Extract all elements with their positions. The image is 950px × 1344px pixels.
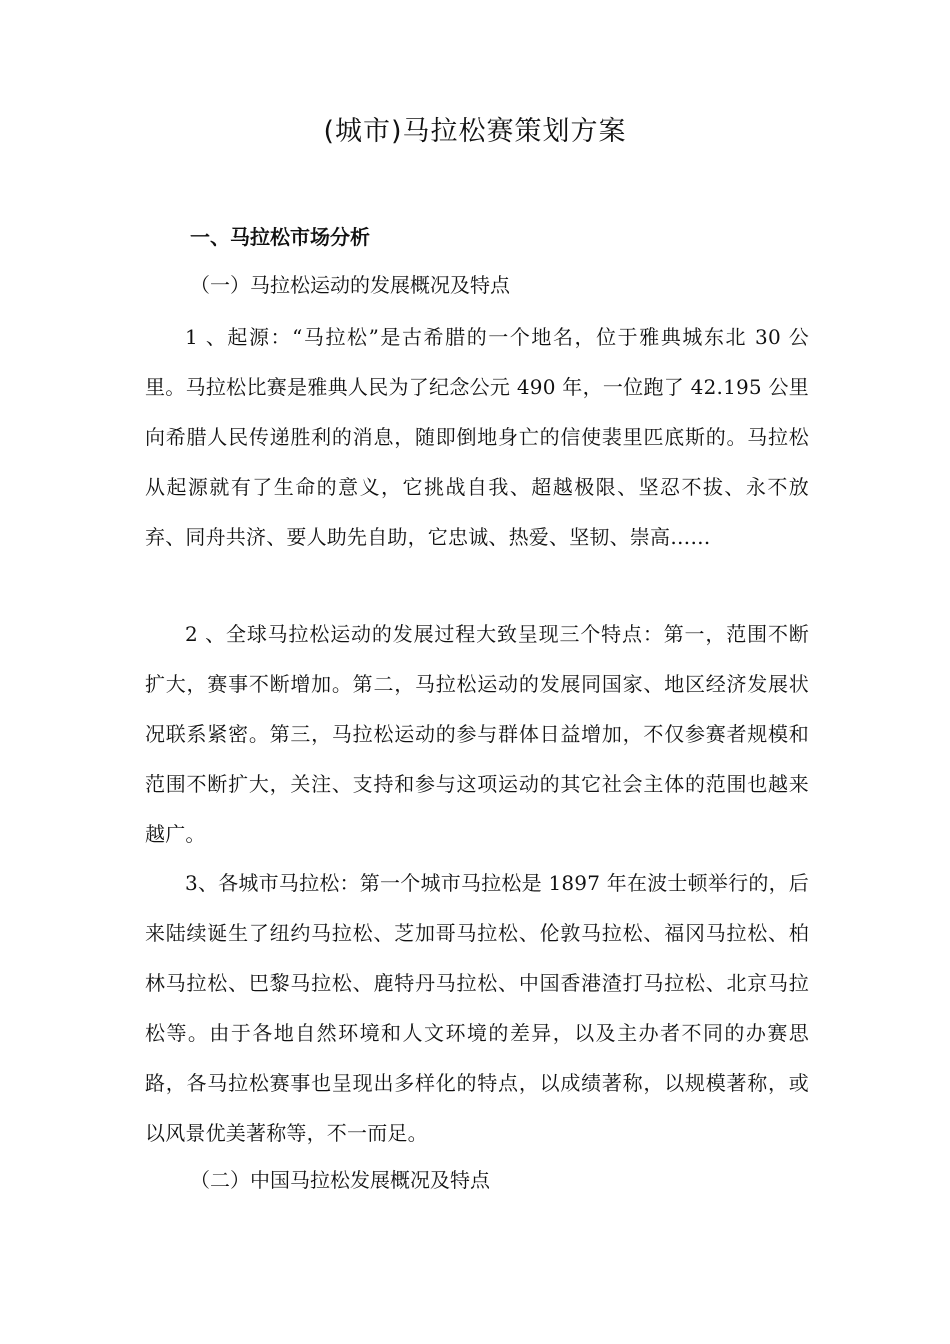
- paragraph-city-marathons-text: 3、各城市马拉松：第一个城市马拉松是 1897 年在波士顿举行的，后来陆续诞生了纽约马拉松、芝加哥马拉松、伦敦马拉松、福冈马拉松、柏林马拉松、巴黎马拉松、鹿特丹马拉松、中国香港渣打马拉松、北京马拉松等。由于各地自然环境和人文环境的差异，以及主办者不同的办赛思路，各马拉松赛事也呈现出多样化的特点，以成绩著称，以规模著称，或以风景优美著称等，不一而足。: [145, 871, 809, 1145]
- paragraph-city-marathons: [145, 858, 809, 1158]
- section-heading-market-analysis: 一、马拉松市场分析: [190, 225, 370, 249]
- paragraph-global-development: [145, 609, 809, 859]
- subsection-heading-development-overview: （一）马拉松运动的发展概况及特点: [190, 273, 510, 297]
- paragraph-global-development-text: 2 、全球马拉松运动的发展过程大致呈现三个特点：第一，范围不断扩大，赛事不断增加。第二，马拉松运动的发展同国家、地区经济发展状况联系紧密。第三，马拉松运动的参与群体日益增加，不仅参赛者规模和范围不断扩大，关注、支持和参与这项运动的其它社会主体的范围也越来越广。: [145, 622, 809, 846]
- subsection-heading-china-overview: （二）中国马拉松发展概况及特点: [190, 1168, 490, 1192]
- document-title: (城市)马拉松赛策划方案: [323, 116, 627, 147]
- paragraph-origin: [145, 312, 809, 562]
- paragraph-origin-text: 1 、起源：“马拉松”是古希腊的一个地名，位于雅典城东北 30 公里。马拉松比赛是雅典人民为了纪念公元 490 年，一位跑了 42.195 公里向希腊人民传递胜利的消息，随即倒地身亡的信使裴里匹底斯的。马拉松从起源就有了生命的意义，它挑战自我、超越极限、坚忍不拔、永不放弃、同舟共济、要人助先自助，它忠诚、热爱、坚韧、崇高……: [145, 325, 809, 549]
